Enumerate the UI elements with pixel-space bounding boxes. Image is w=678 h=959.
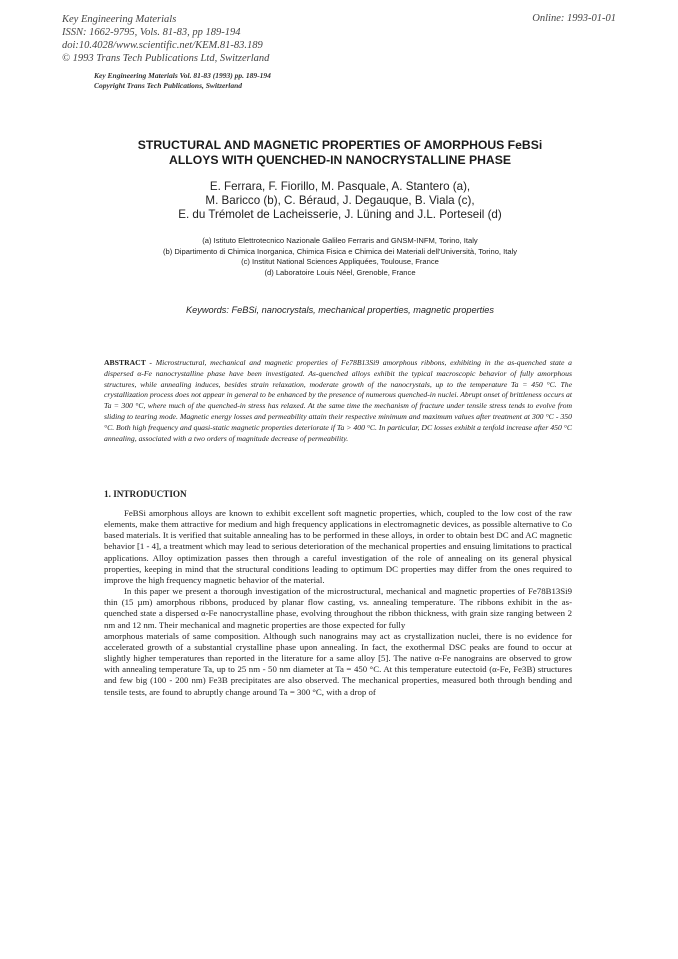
online-date: Online: 1993-01-01 [532,13,616,24]
keywords: Keywords: FeBSi, nanocrystals, mechanical properties, magnetic properties [186,305,494,315]
title-line: ALLOYS WITH QUENCHED-IN NANOCRYSTALLINE PHASE [169,153,511,167]
affiliation-list [80,236,600,278]
paragraph: amorphous materials of same composition. Although such nanograins may act as crystallization nuclei, there is no evidence for accelerated growth of a substantial crystalline phase upon annealing. In fact, the exothermal DSC peaks are found to occur at slightly higher temperatures than reported in the literature for a same alloy [5]. The native α-Fe nanograins are observed to grow with annealing temperature Ta, up to 25 nm - 50 nm diameter at Ta = 450 °C. At this temperature eutectoid (α-Fe, Fe3B) structures and few big (100 - 200 nm) Fe3B precipitates are also observed. The mechanical properties, measured both through bending and tensile tests, are found to abruptly change around Ta = 300 °C, with a drop of [104,630,572,697]
citation-header [62,13,269,65]
paragraph: In this paper we present a thorough investigation of the microstructural, mechanical and magnetic properties of Fe78B13Si9 thin (15 µm) amorphous ribbons, produced by planar flow casting, vs. annealing temperature. The ribbons exhibit in the as-quenched state a dispersed α-Fe nanocrystalline phase, evolving throughout the ribbon thickness, with grain size ranging between 2 nm and 12 nm. Their mechanical and magnetic properties are those expected for fully [104,586,572,630]
paper-title [80,138,600,168]
section-heading: 1. INTRODUCTION [104,489,187,499]
affiliation-line: (c) Institut National Sciences Appliquées, Toulouse, France [241,257,439,267]
author-line: E. Ferrara, F. Fiorillo, M. Pasquale, A. Stantero (a), [209,180,471,193]
citation-line: ISSN: 1662-9795, Vols. 81-83, pp 189-194 [62,27,241,38]
citation-line: doi:10.4028/www.scientific.net/KEM.81-83.189 [62,40,263,51]
author-list [80,180,600,221]
affiliation-line: (b) Dipartimento di Chimica Inorganica, Chimica Fisica e Chimica dei Materiali dell'Università, Torino, Italy [162,246,518,256]
journal-line: Copyright Trans Tech Publications, Switzerland [94,81,243,90]
abstract-label: ABSTRACT - [104,358,152,367]
title-line: STRUCTURAL AND MAGNETIC PROPERTIES OF AMORPHOUS FeBSi [137,138,543,152]
affiliation-line: (d) Laboratoire Louis Néel, Grenoble, France [264,267,416,277]
body-text [104,508,572,698]
journal-info [94,71,271,91]
author-line: E. du Trémolet de Lacheisserie, J. Lüning and J.L. Porteseil (d) [178,207,502,221]
affiliation-line: (a) Istituto Elettrotecnico Nazionale Galileo Ferraris and GNSM-INFM, Torino, Italy [202,236,478,245]
journal-line: Key Engineering Materials Vol. 81-83 (1993) pp. 189-194 [94,71,271,80]
abstract-text: Microstructural, mechanical and magnetic properties of Fe78B13Si9 amorphous ribbons, exhibiting in the as-quenched state a dispersed α-Fe nanocrystalline phase have been investigated. As-quenched alloys exhibit the typical macroscopic behavior of fully amorphous structures, while annealing induces, besides strain relaxation, moderate growth of the nanocrystals, up to the temperature Ta = 450 °C. The crystallization process does not appear in general to be enhanced by the presence of numerous quenched-in nuclei. Abrupt onset of brittleness occurs at Ta = 300 °C, where much of the quenched-in stress has relaxed. At the same time the mechanism of fracture under tensile stress tends to evolve from sliding to tearing mode. Magnetic energy losses and permeability attain their respective minimum and maximum values after treatment at 300 °C - 350 °C. Both high frequency and quasi-static magnetic properties deteriorate if Ta > 400 °C. In particular, DC losses exhibit a tenfold increase after 450 °C annealing, associated with a two orders of magnitude decrease of permeability. [104,358,572,443]
paragraph: FeBSi amorphous alloys are known to exhibit excellent soft magnetic properties, which, coupled to the low cost of the raw elements, make them attractive for medium and high frequency applications in electromagnetic devices, as possible alternative to Co based materials. It is verified that suitable annealing has to be performed in these alloys, in order to obtain best DC and AC magnetic behavior [1 - 4], a treatment which may lead to serious deterioration of the mechanical properties and ensuing limitations to practical applications. Alloy optimization passes then through a careful investigation of the role of annealing on its general physical properties, keeping in mind that the structural conditions leading to optimum DC properties may differ from the ones required to improve the high frequency magnetic behavior of the material. [104,508,572,585]
citation-line: © 1993 Trans Tech Publications Ltd, Switzerland [62,53,270,64]
author-line: M. Baricco (b), C. Béraud, J. Degauque, B. Viala (c), [205,193,475,207]
abstract [104,358,572,444]
citation-line: Key Engineering Materials [62,14,177,25]
